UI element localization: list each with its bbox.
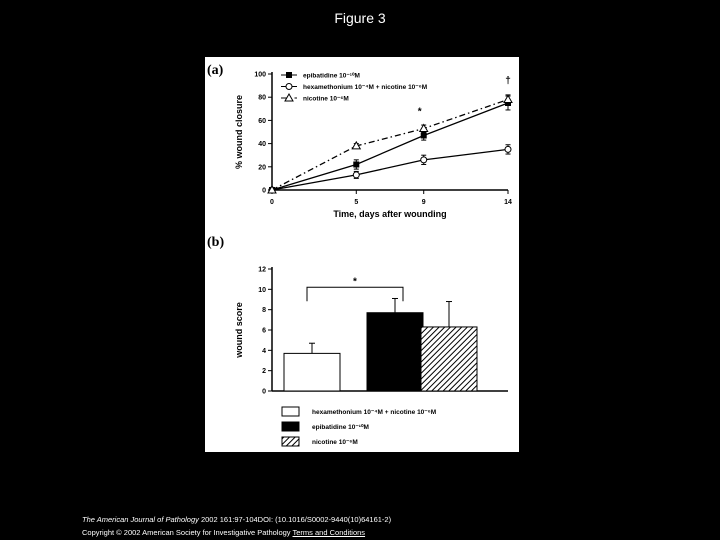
y-tick-label-b: 4 <box>262 347 266 355</box>
data-point-a <box>353 161 359 167</box>
bar-b-1 <box>367 313 423 391</box>
y-tick-label-a: 40 <box>258 141 266 149</box>
y-tick-label-b: 2 <box>262 368 266 376</box>
data-point-a <box>505 146 511 152</box>
y-tick-label-b: 8 <box>262 307 266 315</box>
slide-title: Figure 3 <box>334 10 386 26</box>
legend-marker-a <box>286 84 292 90</box>
caption-journal: The American Journal of Pathology <box>82 515 199 524</box>
y-tick-label-a: 80 <box>258 94 266 102</box>
legend-marker-a <box>286 72 292 78</box>
y-tick-label-b: 6 <box>262 327 266 335</box>
x-tick-label-a: 5 <box>354 199 359 206</box>
y-tick-label-a: 100 <box>254 71 266 79</box>
significance-marker: * <box>353 276 357 288</box>
bar-b-0 <box>284 353 340 391</box>
series-line-a <box>272 103 508 190</box>
y-tick-label-b: 0 <box>262 388 266 396</box>
y-tick-label-b: 12 <box>258 266 266 274</box>
legend-label-b: nicotine 10⁻⁶M <box>312 439 358 446</box>
y-tick-label-a: 20 <box>258 164 266 172</box>
data-point-a <box>353 172 359 178</box>
legend-label-b: epibatidine 10⁻¹⁰M <box>312 424 369 431</box>
bar-b-2 <box>421 327 477 391</box>
data-point-a <box>504 96 512 103</box>
legend-label-a: hexamethonium 10⁻⁴M + nicotine 10⁻⁶M <box>303 84 428 91</box>
series-a-2 <box>268 95 512 193</box>
annotation-a: † <box>505 75 511 87</box>
legend-b <box>282 407 436 446</box>
panel-label-a: (a) <box>207 63 224 78</box>
legend-label-b: hexamethonium 10⁻⁴M + nicotine 10⁻⁶M <box>312 409 437 416</box>
caption-citation <box>82 515 391 524</box>
figure-svg <box>205 57 519 452</box>
data-point-a <box>421 157 427 163</box>
y-tick-label-a: 0 <box>262 187 266 195</box>
y-axis-label-b: wound score <box>234 302 244 358</box>
caption-copyright-text: Copyright © 2002 American Society for Investigative Pathology <box>82 528 293 537</box>
panel-label-b: (b) <box>207 235 225 250</box>
series-line-a <box>272 149 508 190</box>
y-tick-label-a: 60 <box>258 117 266 125</box>
caption-citation-text: 2002 161:97-104DOI: (10.1016/S0002-9440(10)64161-2) <box>198 515 392 524</box>
data-point-a <box>421 132 427 138</box>
chart-b <box>207 235 508 446</box>
y-tick-label-b: 10 <box>258 286 266 294</box>
legend-label-a: epibatidine 10⁻¹⁰M <box>303 72 360 80</box>
annotation-a: * <box>417 106 422 118</box>
legend-swatch-b <box>282 422 299 431</box>
significance-bracket <box>307 276 403 301</box>
legend-a <box>281 72 427 103</box>
x-tick-label-a: 14 <box>504 199 512 206</box>
bracket-line <box>307 287 403 301</box>
series-a-1 <box>269 145 511 193</box>
legend-swatch-b <box>282 407 299 416</box>
legend-label-a: nicotine 10⁻⁶M <box>303 95 349 103</box>
chart-a <box>207 63 512 219</box>
terms-link[interactable]: Terms and Conditions <box>292 528 366 537</box>
x-axis-label-a: Time, days after wounding <box>333 209 447 219</box>
legend-swatch-b <box>282 437 299 446</box>
x-tick-label-a: 0 <box>270 199 274 206</box>
figure-panel <box>205 57 519 452</box>
caption-copyright <box>82 528 365 537</box>
x-tick-label-a: 9 <box>421 199 426 206</box>
y-axis-label-a: % wound closure <box>234 94 244 170</box>
series-line-a <box>272 100 508 190</box>
